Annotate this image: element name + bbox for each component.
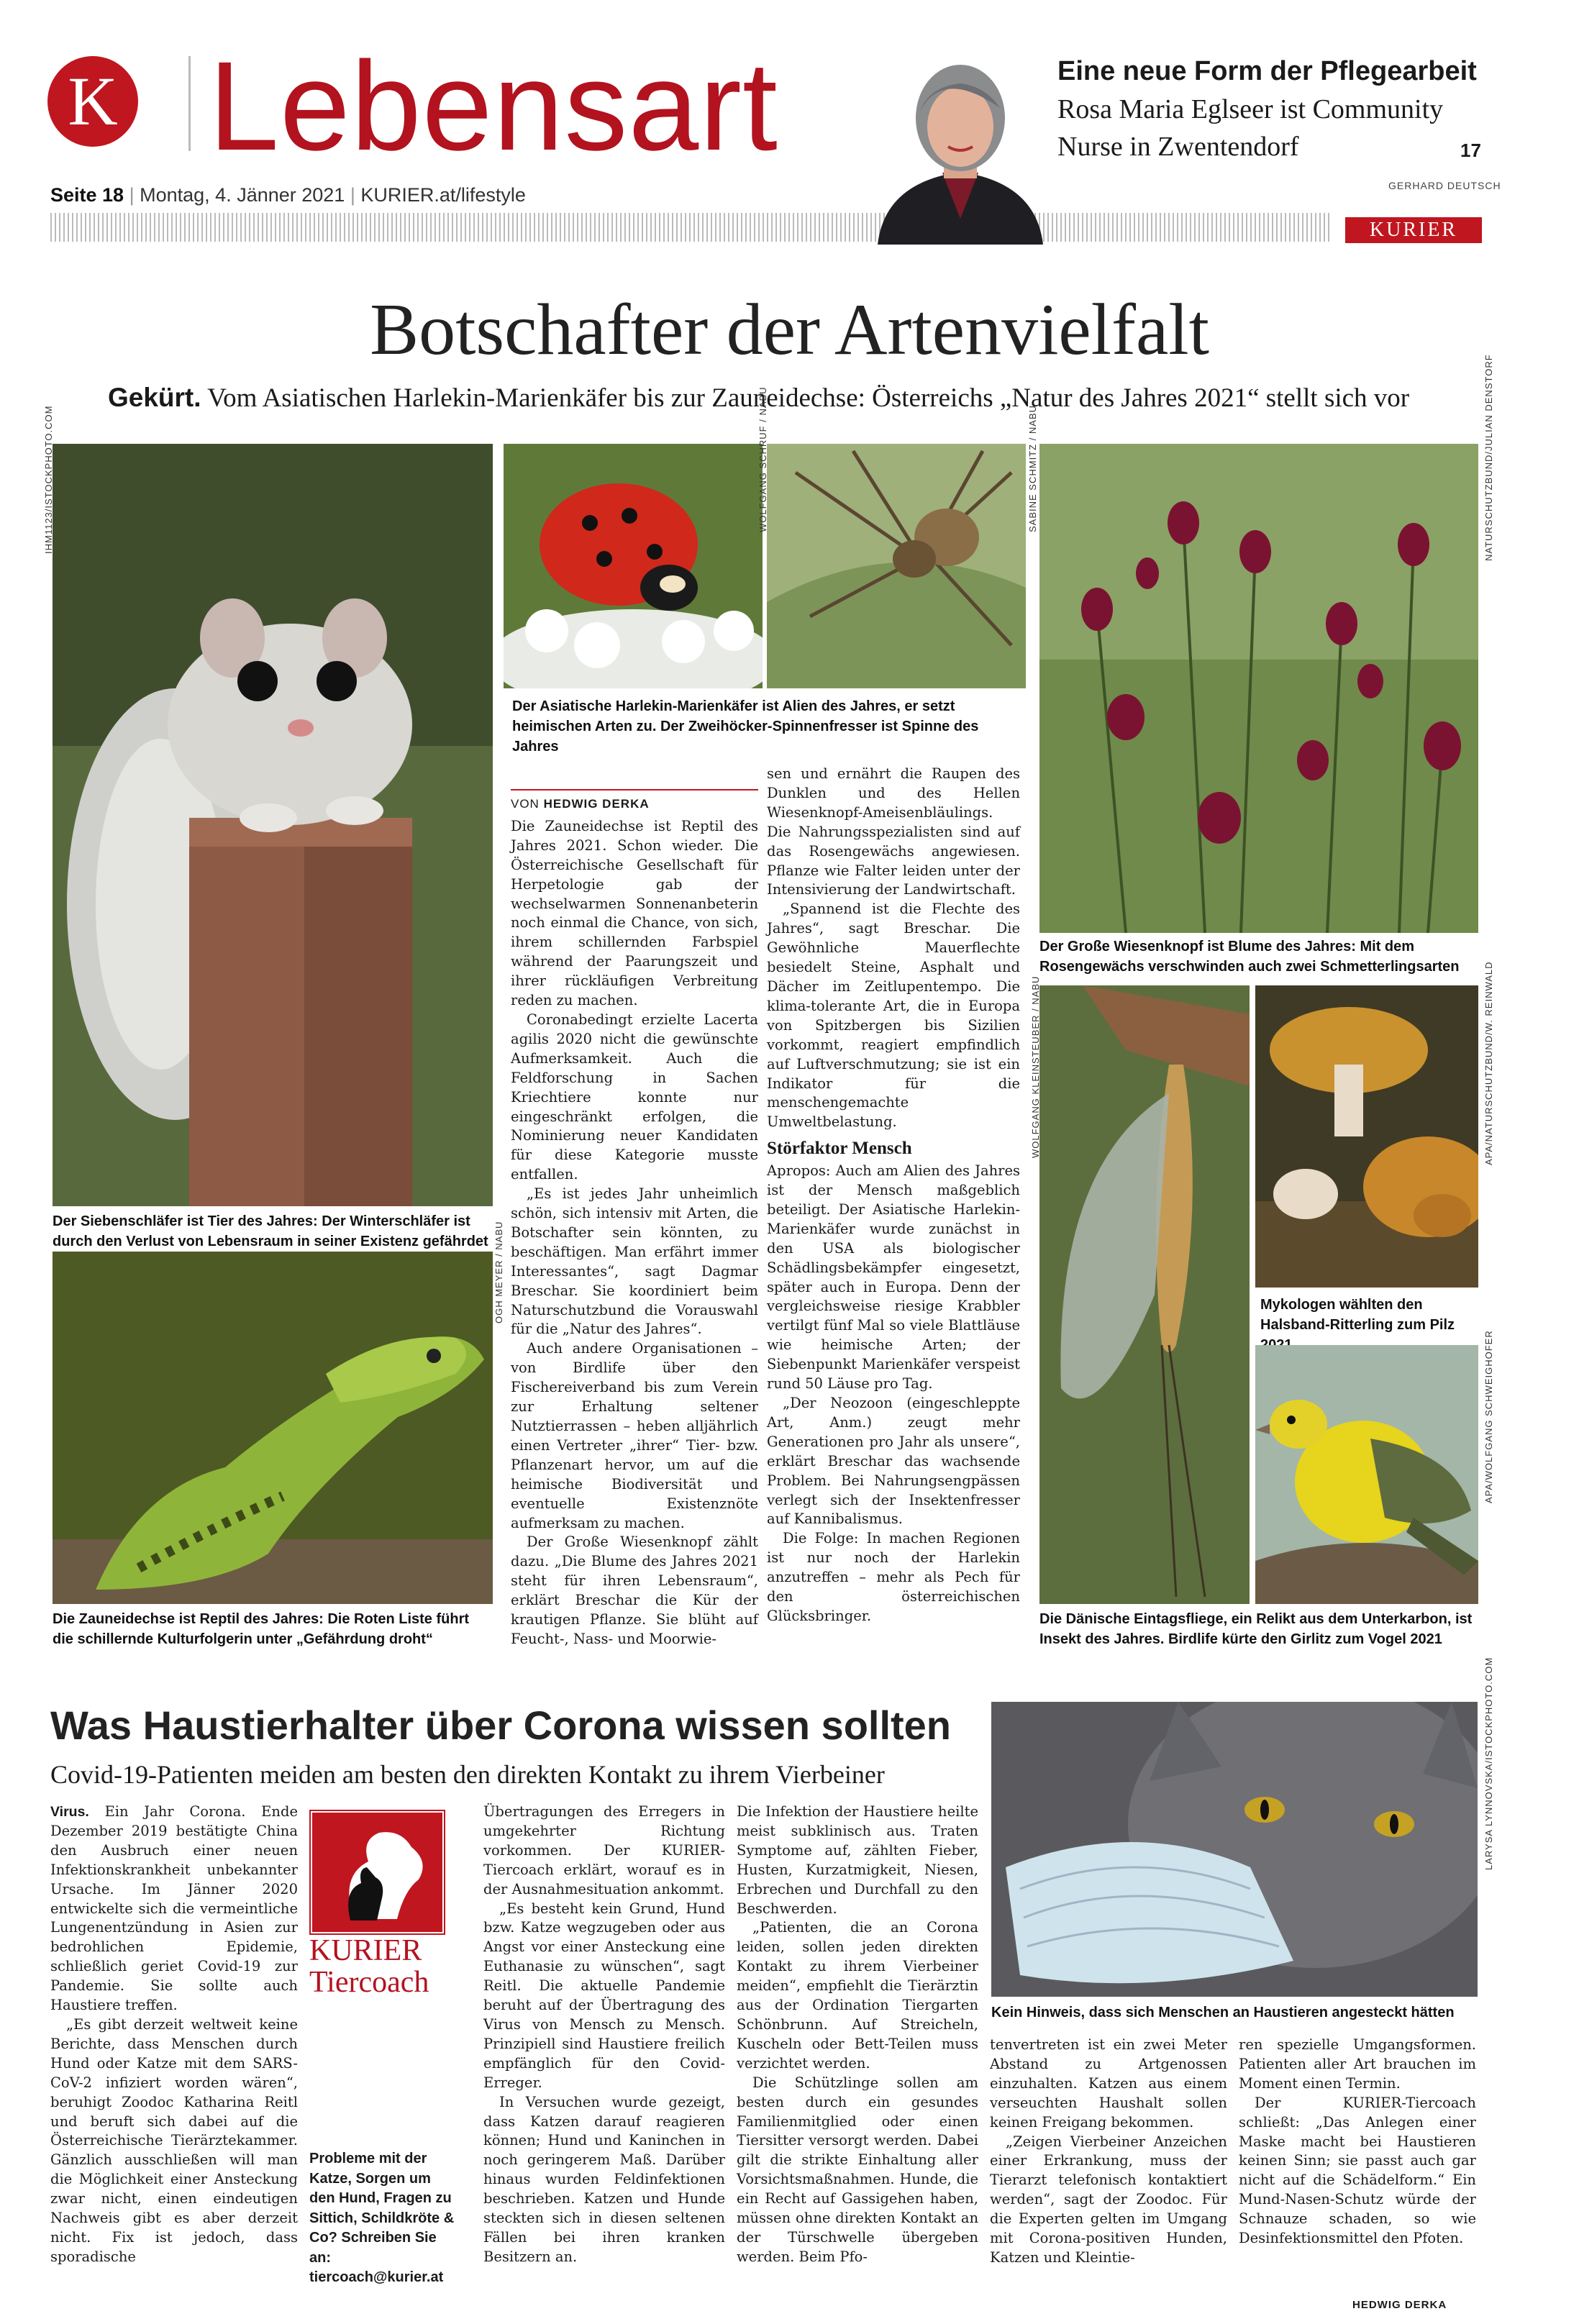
- teaser-text-line: Nurse in Zwentendorf: [1057, 132, 1299, 162]
- byline-author: HEDWIG DERKA: [543, 797, 650, 811]
- paragraph: Die Zauneidechse ist Reptil des Jahres 2021. Schon wieder. Die Österreichische Gesellschaft für Herpetologie gab der wechselwarmen Sonnenanbeterin noch einmal die Chance, von sich, ihrem schillernden Farbspiel während der Paarungszeit und ihrer rückläufigen Verbreitung reden zu machen.: [511, 817, 758, 1009]
- photo-credit: WOLFGANG KLEINSTEUBER / NABU: [1030, 975, 1041, 1158]
- photo-credit: WOLFGANG SCHRUF / NABU: [757, 386, 768, 532]
- header-rule: [50, 213, 1331, 242]
- tiercoach-line: Tiercoach: [309, 1966, 429, 1999]
- mayfly-bird-caption: Die Dänische Eintagsfliege, ein Relikt aus dem Unterkarbon, ist Insekt des Jahres. Birdlife kürte den Girlitz zum Vogel 2021: [1039, 1611, 1473, 1647]
- byline: [511, 789, 758, 814]
- paragraph: „Patienten, die an Corona leiden, sollen jeden direkten Kontakt zu ihrem Vierbeiner meiden“, empfiehlt die Tierärztin aus der Ordination Tiergarten Schönbrunn. Auf Streicheln, Kuscheln oder Bett-Teilen muss verzichtet werden.: [737, 1919, 978, 2072]
- paragraph: Übertragungen des Erregers in umgekehrter Richtung vorkommen. Der KURIER-Tiercoach erklärt, worauf es in der Ausnahmesituation ankommt.: [483, 1803, 725, 1897]
- paragraph: Coronabedingt erzielte Lacerta agilis 2020 nicht die gewünschte Aufmerksamkeit. Auch die Feldforschung in Sachen Kriechtiere konnte nur eingeschränkt erfolgen, die Nominierung neuer Kandidaten für diese Kategorie musste entfallen.: [511, 1011, 758, 1183]
- separator: |: [129, 184, 135, 206]
- kicker: Virus.: [50, 1804, 89, 1820]
- paragraph: Der KURIER-Tiercoach schließt: „Das Anlegen einer Maske macht bei Haustieren keinen Sinn; sie passt auch gar nicht auf die Schädelform.“ Ein Mund-Nasen-Schutz würde der Schnauze schaden, so wie Desinfektionsmittel den Pfoten.: [1239, 2094, 1476, 2247]
- teaser-portrait[interactable]: [863, 46, 1057, 245]
- author-signature: HEDWIG DERKA: [1352, 2299, 1447, 2311]
- page-info-line: [50, 184, 526, 206]
- article-column-2: [767, 765, 1020, 1626]
- teaser-text: [1057, 91, 1443, 165]
- flower-caption: Der Große Wiesenknopf ist Blume des Jahres: Mit dem Rosengewächs verschwinden auch zwei Schmetterlingsarten: [1039, 939, 1460, 975]
- dormouse-photo[interactable]: [53, 444, 493, 1206]
- byline-prefix: VON: [511, 797, 540, 811]
- page-number: Seite 18: [50, 184, 124, 206]
- paragraph: „Der Neozoon (eingeschleppte Art, Anm.) zeugt mehr Generationen pro Jahr als unsere“, erklärt Breschar das wachsende Problem. Bei Nahrungsengpässen verlegt sich der Insektenfresser auf Kannibalismus.: [767, 1395, 1020, 1528]
- tiercoach-title: [309, 1935, 429, 1998]
- kurier-logo[interactable]: K: [47, 56, 138, 147]
- paragraph: In Versuchen wurde gezeigt, dass Katzen darauf reagieren können; Hund und Kaninchen in noch geringerem Maß. Darüber hinaus wurden Feldinfektionen beschrieben. Katzen und Hunde steckten sich in diesen seltenen Fällen bei ihren kranken Besitzern an.: [483, 2093, 725, 2265]
- paragraph: Die Schützlinge sollen am besten durch ein gesundes Familienmitglied oder einen Tiersitter versorgt werden. Dabei gilt die strikte Einhaltung aller Vorsichtsmaßnahmen. Hunde, die ein Recht auf Gassigehen haben, müssen ohne direkten Kontakt an der Türschwelle übergeben werden. Beim Pfo-: [737, 2074, 978, 2265]
- tiercoach-contact[interactable]: Probleme mit der Katze, Sorgen um den Hund, Fragen zu Sittich, Schildkröte & Co? Schreiben Sie an: tiercoach@kurier.at: [309, 2151, 455, 2285]
- separator: |: [350, 184, 355, 206]
- section-title: Lebensart: [209, 36, 778, 177]
- dormouse-caption: Der Siebenschläfer ist Tier des Jahres: Der Winterschläfer ist durch den Verlust von Lebensraum in seiner Existenz gefährdet: [53, 1213, 488, 1249]
- lizard-photo[interactable]: [53, 1252, 493, 1604]
- ladybug-spider-caption: Der Asiatische Harlekin-Marienkäfer ist Alien des Jahres, er setzt heimischen Arten zu. Der Zweihöcker-Spinnenfresser ist Spinne des Jahres: [512, 698, 979, 755]
- spider-photo[interactable]: [767, 444, 1026, 688]
- paragraph: Die Infektion der Haustiere heilte meist subklinisch aus. Traten Symptome auf, zählten Fieber, Husten, Kurzatmigkeit, Niesen, Erbrechen und Durchfall zu den Beschwerden.: [737, 1803, 978, 1917]
- subtitle-text: Vom Asiatischen Harlekin-Marienkäfer bis zur Zauneidechse: Österreichs „Natur des Jahres 2021“ stellt sich vor: [207, 383, 1410, 413]
- photo-credit: SABINE SCHMITZ / NABU: [1027, 404, 1038, 532]
- tiercoach-line: KURIER: [309, 1934, 422, 1967]
- paragraph: [50, 1803, 298, 2015]
- paragraph: „Es ist jedes Jahr unheimlich schön, sich intensiv mit Arten, die Botschafter sein könnten, zu beschäftigen. Man erfährt immer Interessantes“, sagt Dagmar Breschar. Sie koordiniert beim Naturschutzbund die Vorauswahl für die „Natur des Jahres“.: [511, 1185, 758, 1338]
- photo-credit: NATURSCHUTZBUND/JULIAN DENSTORF: [1483, 354, 1494, 561]
- paragraph: „Es besteht kein Grund, Hund bzw. Katze wegzugeben oder aus Angst vor einer Ansteckung eine Euthanasie zu wünschen“, sagt Reitl. Die aktuelle Pandemie beruht auf der Übertragung des Virus von Mensch zu Mensch. Prinzipiell sind Haustiere freilich empfänglich für den Covid-Erreger.: [483, 1900, 725, 2091]
- paragraph: sen und ernährt die Raupen des Dunklen und des Hellen Wiesenknopf-Ameisenbläulings. Die Nahrungsspezialisten sind auf das Rosengewächs angewiesen. Pflanze wie Falter leiden unter der Intensivierung der Landwirtschaft.: [767, 765, 1020, 898]
- mushroom-caption: Mykologen wählten den Halsband-Ritterling zum Pilz: [1260, 1297, 1455, 1333]
- article-column-1: [511, 789, 758, 1649]
- story-headline: Was Haustierhalter über Corona wissen sollten: [50, 1703, 952, 1748]
- story-column-5: [1239, 2036, 1476, 2248]
- issue-date: Montag, 4. Jänner 2021: [140, 184, 345, 206]
- paragraph: Auch andere Organisationen – von Birdlife über den Fischereiverband bis zum Verein zur Erhaltung seltener Nutztierrassen – heben alljährlich einen Vertreter „ihrer“ Tier- bzw. Pflanzenart hervor, um auf die heimische Biodiversität und eventuelle Existenznöte aufmerksam zu machen.: [511, 1340, 758, 1531]
- photo-credit: OGH MEYER / NABU: [493, 1221, 504, 1323]
- photo-credit: APA/NATURSCHUTZBUND/W. REINWALD: [1483, 961, 1494, 1165]
- story-column-2: [483, 1803, 725, 2267]
- flower-photo[interactable]: [1039, 444, 1478, 933]
- paragraph: ren spezielle Umgangsformen. Patienten aller Art brauchen im Moment einen Termin.: [1239, 2036, 1476, 2092]
- cat-caption: Kein Hinweis, dass sich Menschen an Haustieren angesteckt hätten: [991, 2005, 1455, 2020]
- mushroom-photo[interactable]: [1255, 985, 1478, 1288]
- story-subtitle: Covid-19-Patienten meiden am besten den direkten Kontakt zu ihrem Vierbeiner: [50, 1760, 885, 1789]
- lizard-caption: Die Zauneidechse ist Reptil des Jahres: Die Roten Liste führt die schillernde Kulturfolgerin unter „Gefährdung droht“: [53, 1611, 470, 1647]
- photo-credit: APA/WOLFGANG SCHWEIGHOFER: [1483, 1330, 1494, 1503]
- kicker: Gekürt.: [108, 383, 201, 412]
- photo-credit: GERHARD DEUTSCH: [1388, 180, 1501, 191]
- paragraph: „Es gibt derzeit weltweit keine Berichte, dass Menschen durch Hund oder Katze mit dem SARS-CoV-2 infiziert worden wären“, beruhigt Zoodoc Katharina Reitl und beruft sich dabei auf die Österreichische Tierärztekammer. Gänzlich ausschließen will man die Möglichkeit einer Ansteckung zwar nicht, einen eindeutigen Nachweis gibt es aber derzeit nicht. Fix ist jedoch, dass sporadische: [50, 2015, 298, 2265]
- story-column-3: [737, 1803, 978, 2267]
- photo-credit: LARYSA LYNNOVSKA/ISTOCKPHOTO.COM: [1483, 1657, 1494, 1870]
- tiercoach-logo[interactable]: [309, 1810, 445, 1935]
- paragraph: „Spannend ist die Flechte des Jahres“, sagt Breschar. Die Gewöhnliche Mauerflechte besiedelt Steine, Asphalt und Dächer im Zeitlupentempo. Die klima-tolerante Art, die in Europa von Spitzbergen bis Sizilien vorkommt, reagiert empfindlich auf Luftverschmutzung; sie ist ein Indikator für die menschengemachte Umweltbelastung.: [767, 901, 1020, 1131]
- teaser-text-line: Rosa Maria Eglseer ist Community: [1057, 94, 1444, 124]
- paragraph: Apropos: Auch am Alien des Jahres ist der Mensch maßgeblich beteiligt. Der Asiatische Harlekin-Marienkäfer wurde zunächst in den USA als biologischer Schädlingsbekämpfer eingesetzt, später auch in Europa. Denn der vergleichsweise riesige Krabbler vertilgt fünf Mal so viele Blattläuse wie heimische Arten; der Siebenpunkt Marienkäfer verspeist rund 50 Läuse pro Tag.: [767, 1162, 1020, 1393]
- paragraph-text: Ein Jahr Corona. Ende Dezember 2019 bestätigte China den Ausbruch einer neuen Infektionskrankheit unbekannter Ursache. Im Jänner 2020 entwickelte sich die vermeintliche Lungenentzündung in Asien zur bedrohlichen Epidemie, schließlich geriet Covid-19 zur Pandemie. Sie sollte auch Haustiere treffen.: [50, 1803, 298, 2014]
- paragraph: Die Folge: In machen Regionen ist nur noch der Harlekin anzutreffen – mehr als Pech für den österreichischen Glücksbringer.: [767, 1530, 1020, 1624]
- story-column-1: [50, 1803, 298, 2267]
- paragraph: „Zeigen Vierbeiner Anzeichen einer Erkrankung, muss der Tierarzt telefonisch kontaktiert werden“, sagt der Zoodoc. Für die Experten gelten im Umgang mit Corona-positiven Hunden, Katzen und Kleintie-: [990, 2133, 1227, 2266]
- brand-badge[interactable]: KURIER: [1345, 217, 1482, 243]
- photo-credit: IHM1123/ISTOCKPHOTO.COM: [43, 405, 54, 554]
- teaser-headline[interactable]: Eine neue Form der Pflegearbeit: [1057, 56, 1477, 86]
- paragraph: Der Große Wiesenknopf zählt dazu. „Die Blume des Jahres 2021 steht für ihren Lebensraum“, erklärt Breschar die Kür der krautigen Pflanze. Sie blüht auf Feucht-, Nass- und Moorwie-: [511, 1534, 758, 1647]
- article-headline: Botschafter der Artenvielfalt: [370, 289, 1209, 370]
- header-divider: [188, 56, 191, 151]
- paragraph: tenvertreten ist ein zwei Meter Abstand zu Artgenossen einzuhalten. Katzen aus einem verseuchten Haushalt sollen keinen Freigang bekommen.: [990, 2036, 1227, 2131]
- article-subheading: Störfaktor Mensch: [767, 1139, 912, 1159]
- mayfly-photo[interactable]: [1039, 985, 1250, 1604]
- story-column-4: [990, 2036, 1227, 2268]
- ladybug-photo[interactable]: [504, 444, 763, 688]
- teaser-page-ref[interactable]: 17: [1460, 140, 1481, 161]
- bird-photo[interactable]: [1255, 1345, 1478, 1604]
- cat-photo[interactable]: [991, 1702, 1478, 1997]
- section-url[interactable]: KURIER.at/lifestyle: [360, 184, 526, 206]
